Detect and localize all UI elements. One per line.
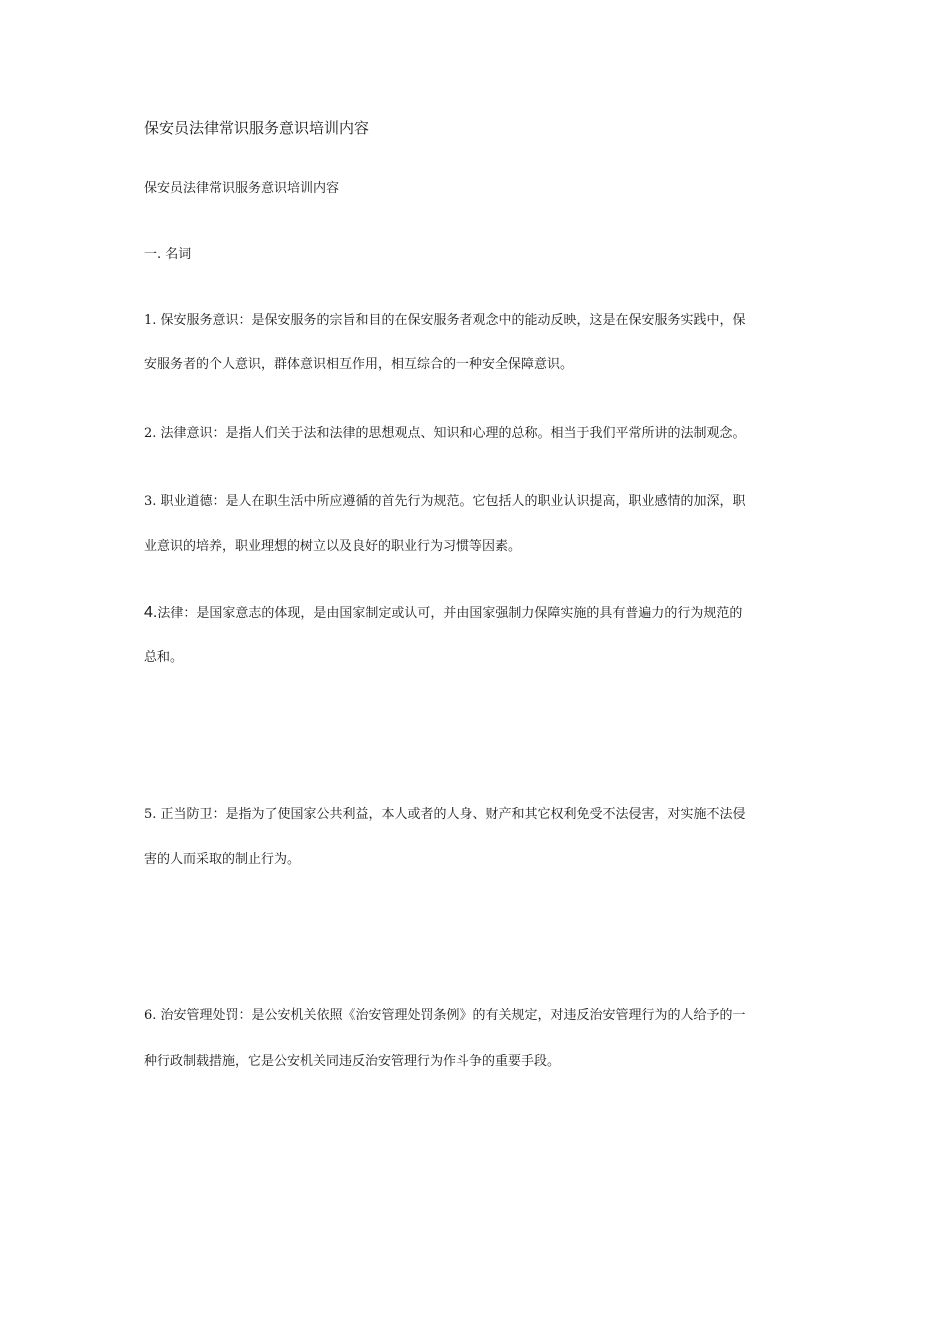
item-5-line-2: 害的人而采取的制止行为。 — [144, 852, 301, 867]
item-5-line-1: 5. 正当防卫：是指为了使国家公共利益，本人或者的人身、财产和其它权利免受不法侵害，对实施不法侵 — [144, 807, 746, 822]
document-title: 保安员法律常识服务意识培训内容 — [144, 119, 370, 137]
section-heading: 一. 名词 — [144, 247, 192, 262]
item-4-number: 4. — [144, 604, 158, 621]
document-subtitle: 保安员法律常识服务意识培训内容 — [144, 181, 340, 196]
item-2-line-1: 2. 法律意识：是指人们关于法和法律的思想观点、知识和心理的总称。相当于我们平常所讲的法制观念。 — [144, 426, 746, 441]
item-4-line-2: 总和。 — [144, 650, 184, 665]
item-3-line-1: 3. 职业道德：是人在职生活中所应遵循的首先行为规范。它包括人的职业认识提高，职业感情的加深，职 — [144, 494, 746, 509]
item-1-line-1: 1. 保安服务意识：是保安服务的宗旨和目的在保安服务者观念中的能动反映，这是在保安服务实践中，保 — [144, 313, 746, 328]
item-1-line-2: 安服务者的个人意识，群体意识相互作用，相互综合的一种安全保障意识。 — [144, 357, 574, 372]
item-6-line-1: 6. 治安管理处罚：是公安机关依照《治安管理处罚条例》的有关规定，对违反治安管理行为的人给予的一 — [144, 1008, 746, 1023]
item-6-line-2: 种行政制载措施，它是公安机关同违反治安管理行为作斗争的重要手段。 — [144, 1054, 561, 1069]
item-3-line-2: 业意识的培养，职业理想的树立以及良好的职业行为习惯等因素。 — [144, 539, 522, 554]
item-4-line-1-text: 法律：是国家意志的体现，是由国家制定或认可，并由国家强制力保障实施的具有普遍力的行为规范的 — [157, 606, 743, 621]
item-4-line-1 — [144, 603, 742, 624]
